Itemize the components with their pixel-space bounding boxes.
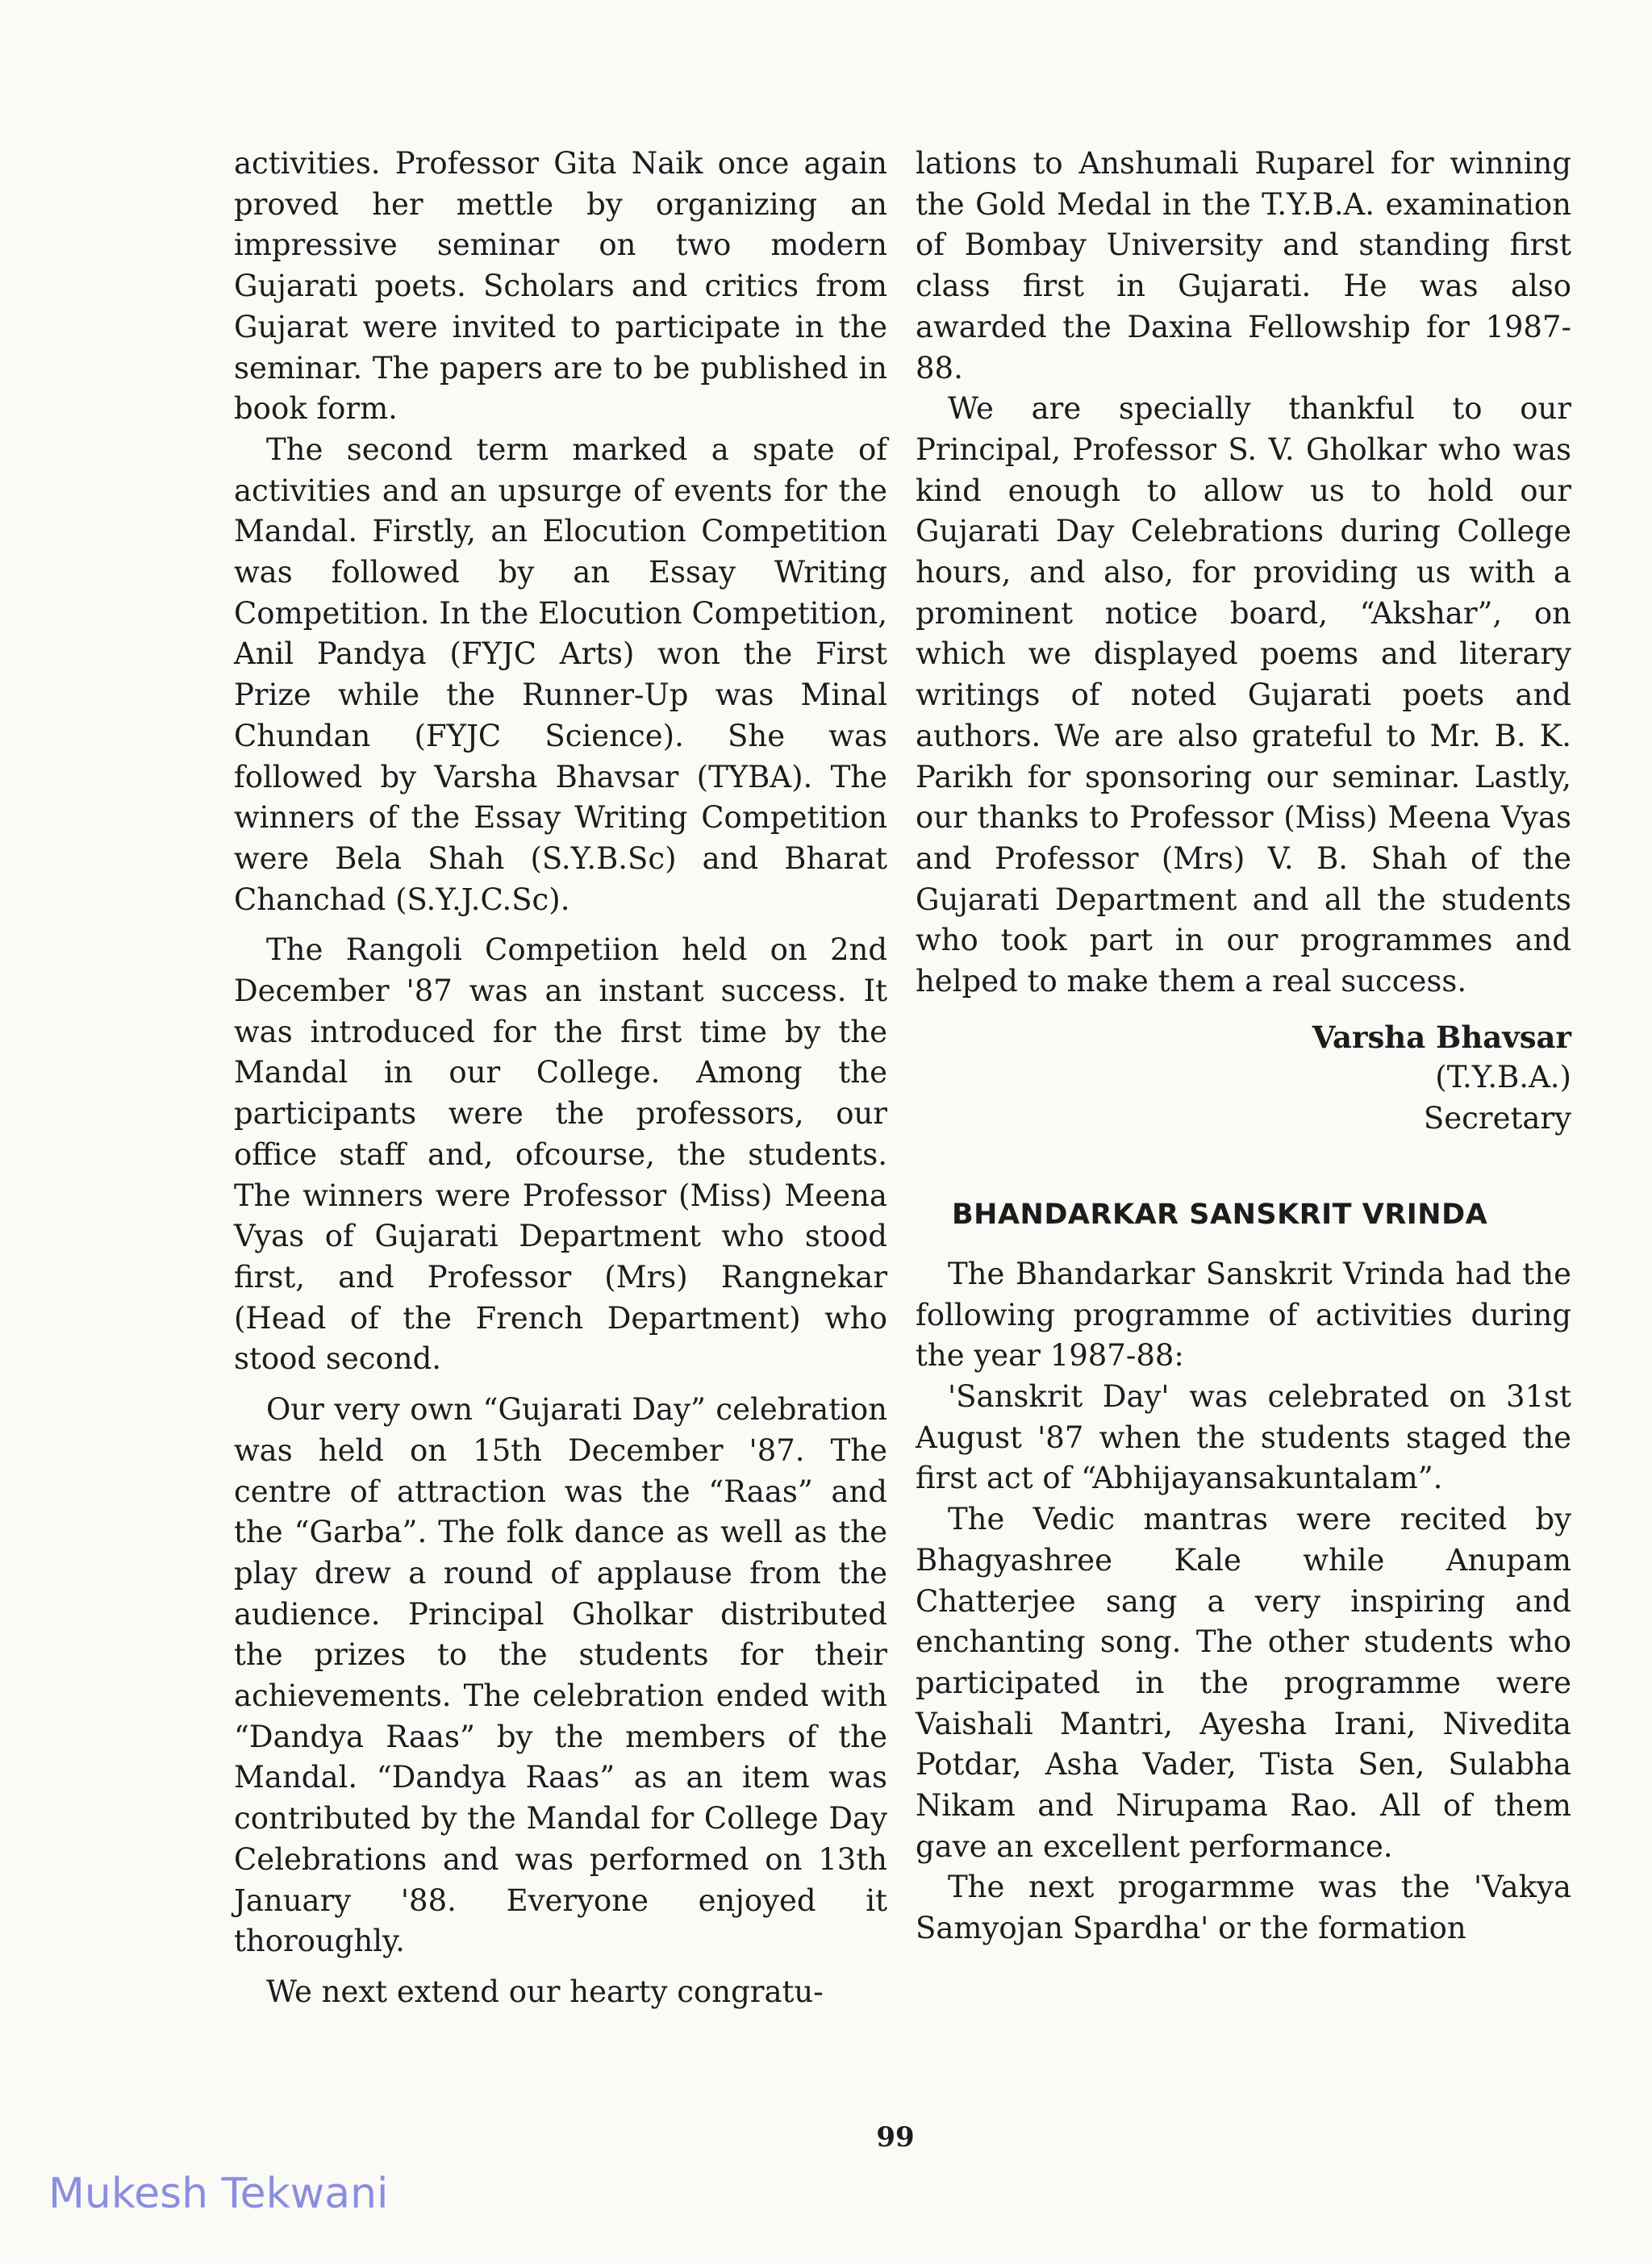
section-heading: BHANDARKAR SANSKRIT VRINDA xyxy=(952,1198,1488,1231)
paragraph: 'Sanskrit Day' was celebrated on 31st August '87 when the students staged the first act of “Abhijayansakuntalam”. xyxy=(916,1378,1571,1496)
right-column xyxy=(916,144,1571,1949)
paragraph: Our very own “Gujarati Day” celebration was held on 15th December '87. The centre of attraction was the “Raas” and the “Garba”. The folk dance as well as the play drew a round of applause from the audience. Principal Gholkar distributed the prizes to the students for their achievements. The celebration ended with “Dandya Raas” by the members of the Mandal. “Dandya Raas” as an item was contributed by the Mandal for College Day Celebrations and was performed on 13th January '88. Everyone enjoyed it thoroughly. xyxy=(234,1392,887,1959)
paragraph: We next extend our hearty congratu- xyxy=(266,1974,824,2009)
paragraph: The Vedic mantras were recited by Bhagyashree Kale while Anupam Chatterjee sang a very inspiring and enchanting song. The other students who participated in the programme were Vaishali Mantri, Ayesha Irani, Nivedita Potdar, Asha Vader, Tista Sen, Sulabha Nikam and Nirupama Rao. All of them gave an excellent performance. xyxy=(916,1502,1571,1864)
paragraph: The second term marked a spate of activities and an upsurge of events for the Mandal. Firstly, an Elocution Competition was followed by an Essay Writing Competition. In the Elocution Competition, Anil Pandya (FYJC Arts) won the First Prize while the Runner-Up was Minal Chundan (FYJC Science). She was followed by Varsha Bhavsar (TYBA). The winners of the Essay Writing Competition were Bela Shah (S.Y.B.Sc) and Bharat Chanchad (S.Y.J.C.Sc). xyxy=(234,432,887,917)
paragraph: The Bhandarkar Sanskrit Vrinda had the following programme of activities during the year 1987-88: xyxy=(916,1256,1571,1374)
signature-block xyxy=(916,1017,1571,1140)
paragraph: activities. Professor Gita Naik once again proved her mettle by organizing an impressive seminar on two modern Gujarati poets. Scholars and critics from Gujarat were invited to participate in the seminar. The papers are to be published in book form. xyxy=(234,146,887,427)
paragraph: lations to Anshumali Ruparel for winning the Gold Medal in the T.Y.B.A. examination of Bombay University and standing first class first in Gujarati. He was also awarded the Daxina Fellowship for 1987-88. xyxy=(916,146,1571,386)
signature-class: (T.Y.B.A.) xyxy=(1435,1060,1571,1095)
page-number: 99 xyxy=(876,2121,915,2154)
left-column xyxy=(234,144,887,2013)
paragraph: The next progarmme was the 'Vakya Samyojan Spardha' or the formation xyxy=(916,1870,1571,1946)
signature-role: Secretary xyxy=(1423,1101,1571,1136)
paragraph: We are specially thankful to our Principal, Professor S. V. Gholkar who was kind enough to allow us to hold our Gujarati Day Celebrations during College hours, and also, for providing us with a prominent notice board, “Akshar”, on which we displayed poems and literary writings of noted Gujarati poets and authors. We are also grateful to Mr. B. K. Parikh for sponsoring our seminar. Lastly, our thanks to Professor (Miss) Meena Vyas and Professor (Mrs) V. B. Shah of the Gujarati Department and all the students who took part in our programmes and helped to make them a real success. xyxy=(916,391,1571,999)
paragraph: The Rangoli Competiion held on 2nd December '87 was an instant success. It was introduced for the first time by the Mandal in our College. Among the participants were the professors, our office staff and, ofcourse, the students. The winners were Professor (Miss) Meena Vyas of Gujarati Department who stood first, and Professor (Mrs) Rangnekar (Head of the French Department) who stood second. xyxy=(234,932,887,1377)
signature-name: Varsha Bhavsar xyxy=(1312,1019,1571,1055)
watermark: Mukesh Tekwani xyxy=(48,2170,389,2218)
